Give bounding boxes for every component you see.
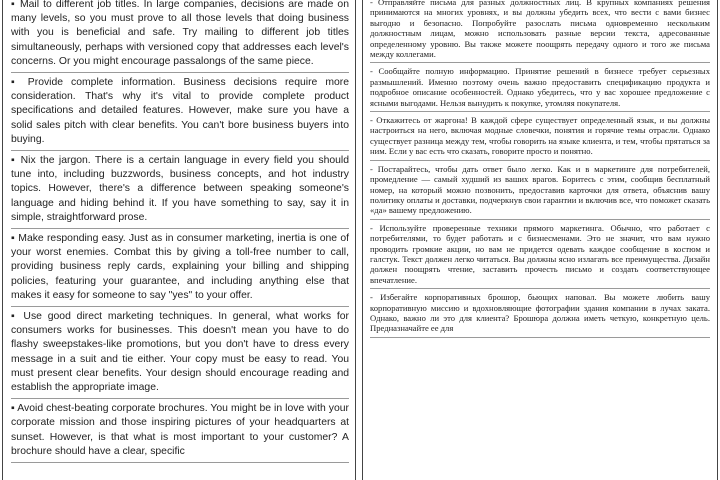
russian-column bbox=[362, 0, 718, 480]
paragraph-ru-complete-information: - Сообщайте полную информацию. Принятие решений в бизнесе требует серьезных размышлений. Именно поэтому очень важно предоставить спецификацию продукта и подробное описание особенностей. Однако убедитесь, что у вас хорошее предложение с ясными выгодами. Нельзя вынудить к покупке, утомляя покупателя. bbox=[370, 63, 710, 112]
paragraph-complete-information: ▪ Provide complete information. Business decisions require more consideration. That's why it's vital to provide complete product specifications and detailed features. However, make sure you have a solid sales pitch with clear benefits. You can't bore business buyers into buying. bbox=[11, 73, 349, 151]
paragraph-responding-easy: ▪ Make responding easy. Just as in consumer marketing, inertia is one of your worst enemies. Combat this by giving a toll-free number to call, providing business reply cards, explaining your billing and shipping policies, featuring your guarantee, and including anything else that makes it easy for someone to say "yes" to your offer. bbox=[11, 229, 349, 307]
paragraph-corporate-brochures: ▪ Avoid chest-beating corporate brochures. You might be in love with your corporate mission and those inspiring pictures of your headquarters at sunset. However, is that what is most important to your customer? A brochure should have a clear, specific bbox=[11, 399, 349, 463]
paragraph-ru-brochures: - Избегайте корпоративных брошюр, бьющих наповал. Вы можете любить вашу корпоративную миссию и вдохновляющие фотографии здания компании в лучах заката. Однако, важно ли это для клиента? Брошюра должна иметь четкую, конкретную цель. Предназначайте ее для bbox=[370, 289, 710, 338]
paragraph-ru-jargon: - Откажитесь от жаргона! В каждой сфере существует определенный язык, и вы должны настроиться на него, включая модные словечки, понятия и горячие темы отрасли. Однако существует разница между тем, чтобы говорить на языке клиента, и тем, чтобы прятаться за ним. Если у вас есть что сказать, говорите просто и понятно. bbox=[370, 112, 710, 161]
english-column bbox=[2, 0, 356, 480]
paragraph-ru-responding-easy: - Постарайтесь, чтобы дать ответ было легко. Как и в маркетинге для потребителей, промедление — самый худший из ваших врагов. Боритесь с этим, сообщив бесплатный номер, на который можно позвонить, предоставив карточки для ответа, объяснив вашу политику оплаты и доставки, подчеркнув свои гарантии и включив все, что поможет сказать «да» вашему предложению. bbox=[370, 161, 710, 220]
paragraph-nix-jargon: ▪ Nix the jargon. There is a certain language in every field you should tune into, including buzzwords, business concepts, and hot industry topics. However, there's a difference between speaking someone's language and hiding behind it. If you have something to say, say it in simple, straightforward prose. bbox=[11, 151, 349, 229]
paragraph-ru-job-titles: - Отправляйте письма для разных должностных лиц. В крупных компаниях решения принимаются на многих уровнях, и вы должны убедить всех, что вести с вами бизнес выгодно и безопасно. Попробуйте разослать письма одновременно нескольким должностным лицам, можно использовать разные версии текста, адресованные определенному уровню. Вы также можете поощрять передачу одного и того же письма между коллегами. bbox=[370, 0, 710, 63]
paragraph-mail-job-titles: ▪ Mail to different job titles. In large companies, decisions are made on many levels, so you must prove to all those levels that doing business with you is beneficial and safe. Try mailing to different job titles simultaneously, perhaps with versioned copy that addresses each level's concerns. Or you might encourage passalongs of the same piece. bbox=[11, 0, 349, 73]
paragraph-ru-direct-marketing: - Используйте проверенные техники прямого маркетинга. Обычно, что работает с потребителями, то будет работать и с бизнесменами. Это не значит, что вам нужно проводить громкие акции, но вам не придется одевать каждое сообщение в костюм и галстук. Текст должен легко читаться. Вы должны ясно излагать все преимущества. Дизайн должен поощрять чтение, заставить прочесть письмо и создать соответствующее впечатление. bbox=[370, 220, 710, 289]
paragraph-direct-marketing: ▪ Use good direct marketing techniques. In general, what works for consumers works for businesses. This doesn't mean you have to do flashy sweepstakes-like promotions, but you don't have to dress every message in a suit and tie either. Your copy must be easy to read. You must present clear benefits. Your design should encourage reading and establish the appropriate image. bbox=[11, 307, 349, 399]
